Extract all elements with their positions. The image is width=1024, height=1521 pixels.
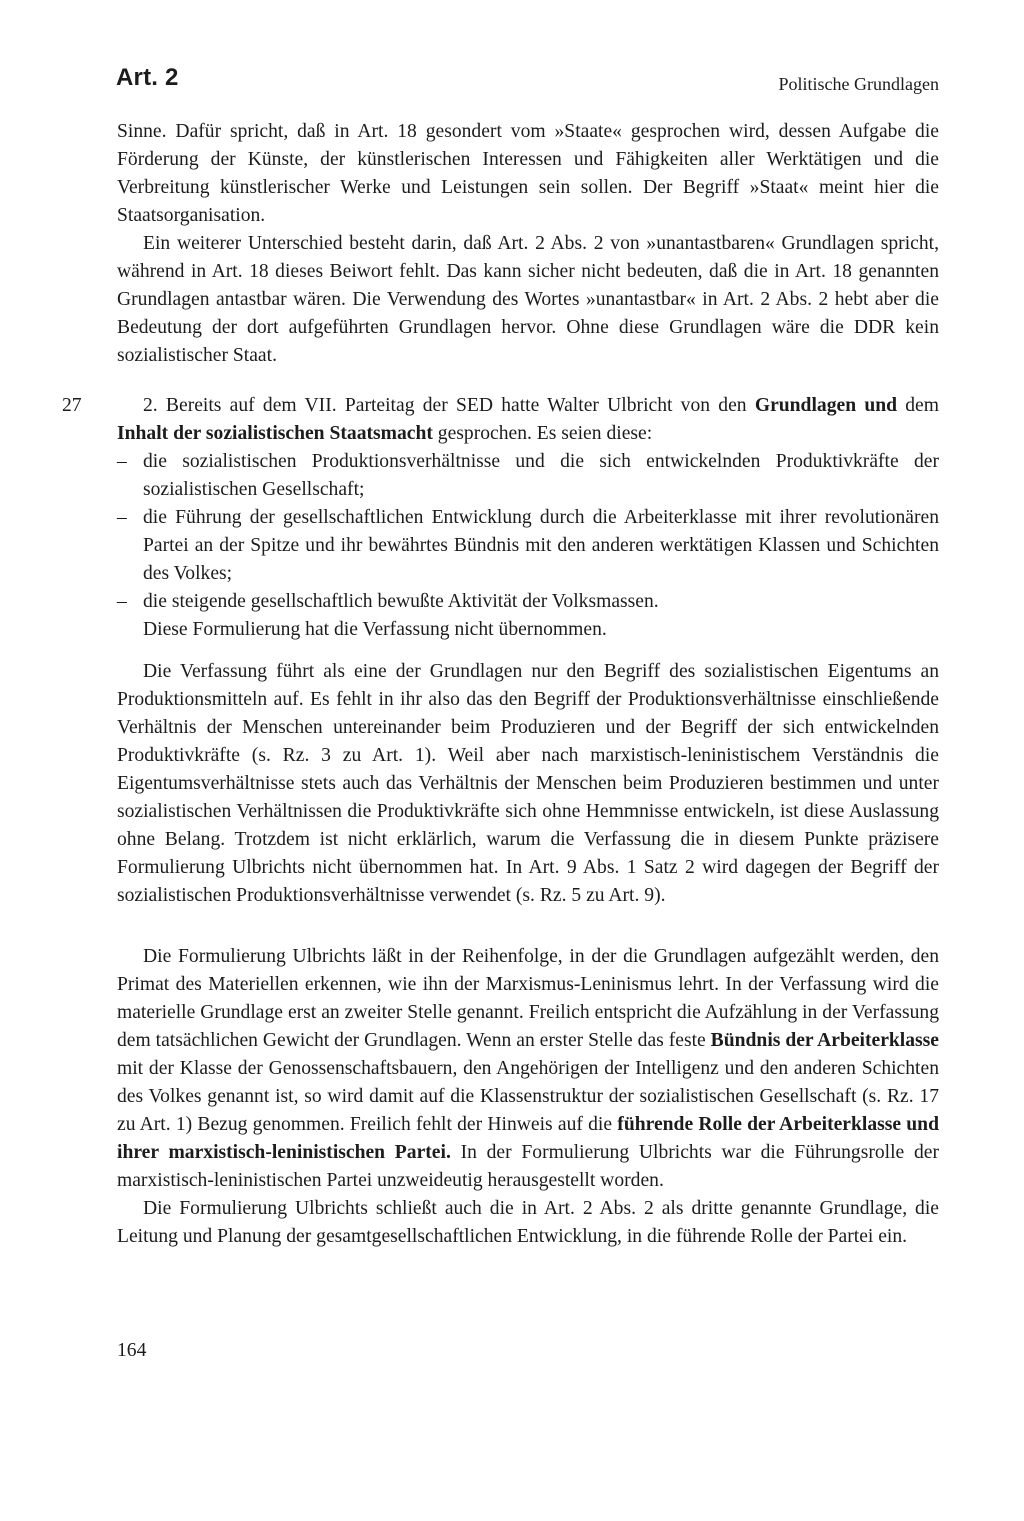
text-block-section-4 xyxy=(117,943,939,1251)
bold-term: Bündnis der Arbeiterklasse xyxy=(710,1030,939,1051)
bold-term: Grundlagen und xyxy=(754,395,898,416)
bold-term: Inhalt der sozialistischen Staatsmacht xyxy=(117,423,433,444)
dash-marker: – xyxy=(117,591,127,612)
paragraph xyxy=(117,943,939,1195)
text-block-section-3 xyxy=(117,658,939,910)
intro-text: 2. Bereits auf dem VII. Parteitag der SED hatte Walter Ulbricht von den xyxy=(143,395,747,416)
paragraph: Diese Formulierung hat die Verfassung nicht übernommen. xyxy=(143,619,607,640)
intro-text: gesprochen. Es seien diese: xyxy=(437,423,653,444)
dash-list xyxy=(117,448,939,616)
paragraph-text: mit der Klasse der Genossenschaftsbauern, den Angehörigen der Intelligenz und den anderen Schichten des Volkes genannt ist, so wird damit auf die Klassenstruktur der sozialistischen Gesellschaft (s. Rz. 17 zu Art. 1) Bezug genommen. Freilich fehlt der Hinweis auf die xyxy=(117,1058,939,1135)
list-item-text: die sozialistischen Produktionsverhältnisse und die sich entwickelnden Produktivkräfte der sozialistischen Gesellschaft; xyxy=(143,451,939,500)
paragraph: Sinne. Dafür spricht, daß in Art. 18 gesondert vom »Staate« gesprochen wird, dessen Aufgabe die Förderung der Künste, der künstlerischen Interessen und Fähigkeiten aller Werktätigen und die Verbreitung künstlerischer Werke und Leistungen sein sollen. Der Begriff »Staat« meint hier die Staatsorganisation. xyxy=(117,121,939,226)
list-item-text: die Führung der gesellschaftlichen Entwicklung durch die Arbeiterklasse mit ihrer revolutionären Partei an der Spitze und ihr bewährtes Bündnis mit den anderen werktätigen Klassen und Schichten des Volkes; xyxy=(143,507,939,584)
bold-term: führende Rolle der Arbeiterklasse und ihrer marxistisch-leninistischen Partei. xyxy=(117,1114,939,1163)
paragraph-text: Die Formulierung Ulbrichts läßt in der Reihenfolge, in der die Grundlagen aufgezählt werden, den Primat des Materiellen erkennen, wie ihn der Marxismus-Leninismus lehrt. In der Verfassung wird die materielle Grundlage erst an zweiter Stelle genannt. Freilich entspricht die Aufzählung in der Verfassung dem tatsächlichen Gewicht der Grundlagen. Wenn an erster Stelle das feste xyxy=(117,946,939,1051)
dash-marker: – xyxy=(117,451,127,472)
paragraph-intro xyxy=(117,392,939,448)
dash-marker: – xyxy=(117,507,127,528)
list-item-text: die steigende gesellschaftlich bewußte Aktivität der Volksmassen. xyxy=(143,591,659,612)
intro-text: dem xyxy=(905,395,939,416)
page-number: 164 xyxy=(117,1340,147,1361)
paragraph-text: In der Formulierung Ulbrichts war die Führungsrolle der marxistisch-leninistischen Partei unzweideutig herausgestellt worden. xyxy=(117,1142,939,1191)
list-item xyxy=(117,588,939,616)
list-item xyxy=(117,504,939,588)
paragraph: Ein weiterer Unterschied besteht darin, daß Art. 2 Abs. 2 von »unantastbaren« Grundlagen spricht, während in Art. 18 dieses Beiwort fehlt. Das kann sicher nicht bedeuten, daß die in Art. 18 genannten Grundlagen antastbar wären. Die Verwendung des Wortes »unantastbar« in Art. 2 Abs. 2 hebt aber die Bedeutung der dort aufgeführten Grundlagen hervor. Ohne diese Grundlagen wäre die DDR kein sozialistischer Staat. xyxy=(117,233,939,366)
paragraph: Die Verfassung führt als eine der Grundlagen nur den Begriff des sozialistischen Eigentums an Produktionsmitteln auf. Es fehlt in ihr also das den Begriff der Produktionsverhältnisse einschließende Verhältnis der Menschen untereinander beim Produzieren und der Begriff der sich entwickelnden Produktivkräfte (s. Rz. 3 zu Art. 1). Weil aber nach marxistisch-leninistischem Verständnis die Eigentumsverhältnisse stets auch das Verhältnis der Menschen beim Produzieren bestimmen und unter sozialistischen Verhältnissen die Produktivkräfte sich ohne Hemmnisse entwickeln, ist diese Auslassung ohne Belang. Trotzdem ist nicht erklärlich, warum die Verfassung die in diesem Punkte präzisere Formulierung Ulbrichts nicht übernommen hat. In Art. 9 Abs. 1 Satz 2 wird dagegen der Begriff der sozialistischen Produktionsverhältnisse verwendet (s. Rz. 5 zu Art. 9). xyxy=(117,661,939,906)
list-item xyxy=(117,448,939,504)
margin-number: 27 xyxy=(62,395,82,416)
running-header-article: Art. 2 xyxy=(116,64,179,91)
text-block-section-2 xyxy=(117,392,939,644)
text-block-continuation xyxy=(117,118,939,370)
running-header-section: Politische Grundlagen xyxy=(778,74,939,94)
paragraph: Die Formulierung Ulbrichts schließt auch die in Art. 2 Abs. 2 als dritte genannte Grundlage, die Leitung und Planung der gesamtgesellschaftlichen Entwicklung, in die führende Rolle der Partei ein. xyxy=(117,1198,939,1247)
